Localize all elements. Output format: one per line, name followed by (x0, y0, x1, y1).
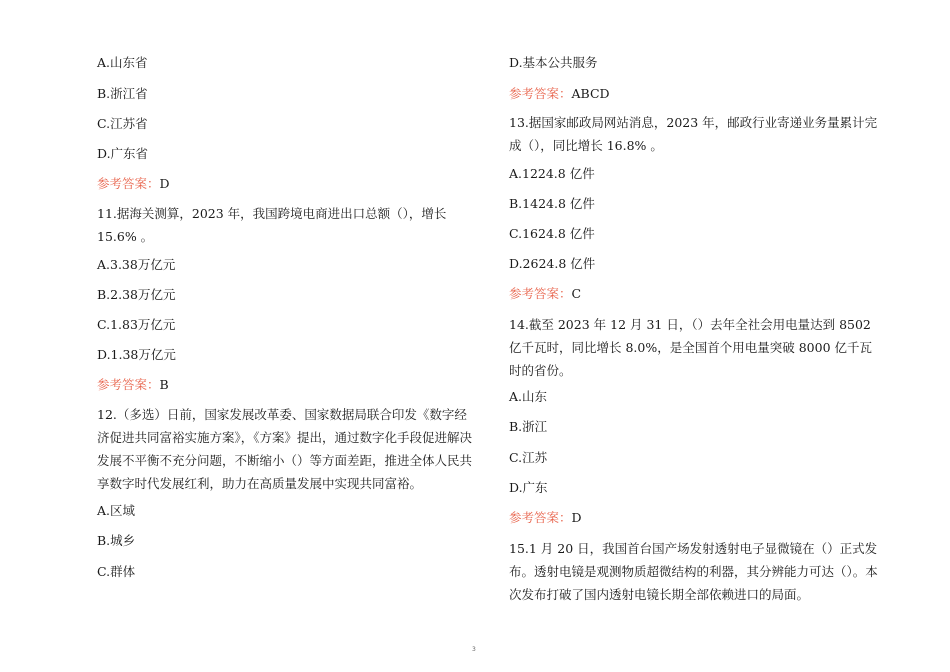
answer-label: 参考答案： (97, 176, 160, 191)
q13-answer (509, 286, 581, 302)
q14-text: 14.截至 2023 年 12 月 31 日，（）去年全社会用电量达到 8502 亿千瓦时，同比增长 8.0%，是全国首个用电量突破 8000 亿千瓦时的省份。 (509, 317, 872, 378)
answer-value: D (571, 510, 582, 525)
q14-option-c: C.江苏 (509, 450, 548, 465)
q11-answer (97, 377, 169, 393)
q11-option-d: D.1.38万亿元 (97, 347, 176, 362)
q10-option-b: B.浙江省 (97, 86, 148, 101)
q11-option-b: B.2.38万亿元 (97, 287, 176, 302)
q13-option-d: D.2624.8 亿件 (509, 256, 596, 271)
q12-option-c: C.群体 (97, 564, 136, 579)
q14-option-b: B.浙江 (509, 419, 548, 434)
answer-label: 参考答案： (509, 510, 572, 525)
q14-answer (509, 510, 582, 526)
q11-option-c: C.1.83万亿元 (97, 317, 176, 332)
q11-text: 11.据海关测算，2023 年，我国跨境电商进出口总额（），增长15.6% 。 (97, 206, 447, 244)
q10-option-c: C.江苏省 (97, 116, 148, 131)
answer-label: 参考答案： (97, 377, 160, 392)
answer-value: D (159, 176, 170, 191)
q13-text: 13.据国家邮政局网站消息，2023 年，邮政行业寄递业务量累计完成（），同比增长 16.8% 。 (509, 115, 878, 153)
answer-label: 参考答案： (509, 86, 572, 101)
answer-label: 参考答案： (509, 286, 572, 301)
q10-answer (97, 176, 170, 192)
answer-value: C (571, 286, 582, 301)
q12-option-d: D.基本公共服务 (509, 55, 598, 70)
q13-option-b: B.1424.8 亿件 (509, 196, 595, 211)
q14-option-d: D.广东 (509, 480, 548, 495)
q15-text: 15.1 月 20 日，我国首台国产场发射透射电子显微镜在（）正式发布。透射电镜是观测物质超微结构的利器，其分辨能力可达（）。本次发布打破了国内透射电镜长期全部依赖进口的局面。 (509, 541, 878, 602)
answer-value: ABCD (571, 86, 610, 101)
q11-option-a: A.3.38万亿元 (97, 257, 176, 272)
q10-option-d: D.广东省 (97, 146, 149, 161)
q13-option-a: A.1224.8 亿件 (509, 166, 595, 181)
q13-option-c: C.1624.8 亿件 (509, 226, 595, 241)
q12-option-b: B.城乡 (97, 533, 136, 548)
q12-answer (509, 86, 610, 102)
q12-text: 12.（多选）日前，国家发展改革委、国家数据局联合印发《数字经济促进共同富裕实施方案》，《方案》提出，通过数字化手段促进解决发展不平衡不充分问题，不断缩小（）等方面差距，推进全体人民共享数字时代发展红利，助力在高质量发展中实现共同富裕。 (97, 407, 473, 491)
answer-value: B (159, 377, 169, 392)
q10-option-a: A.山东省 (97, 55, 148, 70)
q12-option-a: A.区域 (97, 503, 136, 518)
q14-option-a: A.山东 (509, 389, 548, 404)
page-number: 3 (472, 646, 476, 653)
